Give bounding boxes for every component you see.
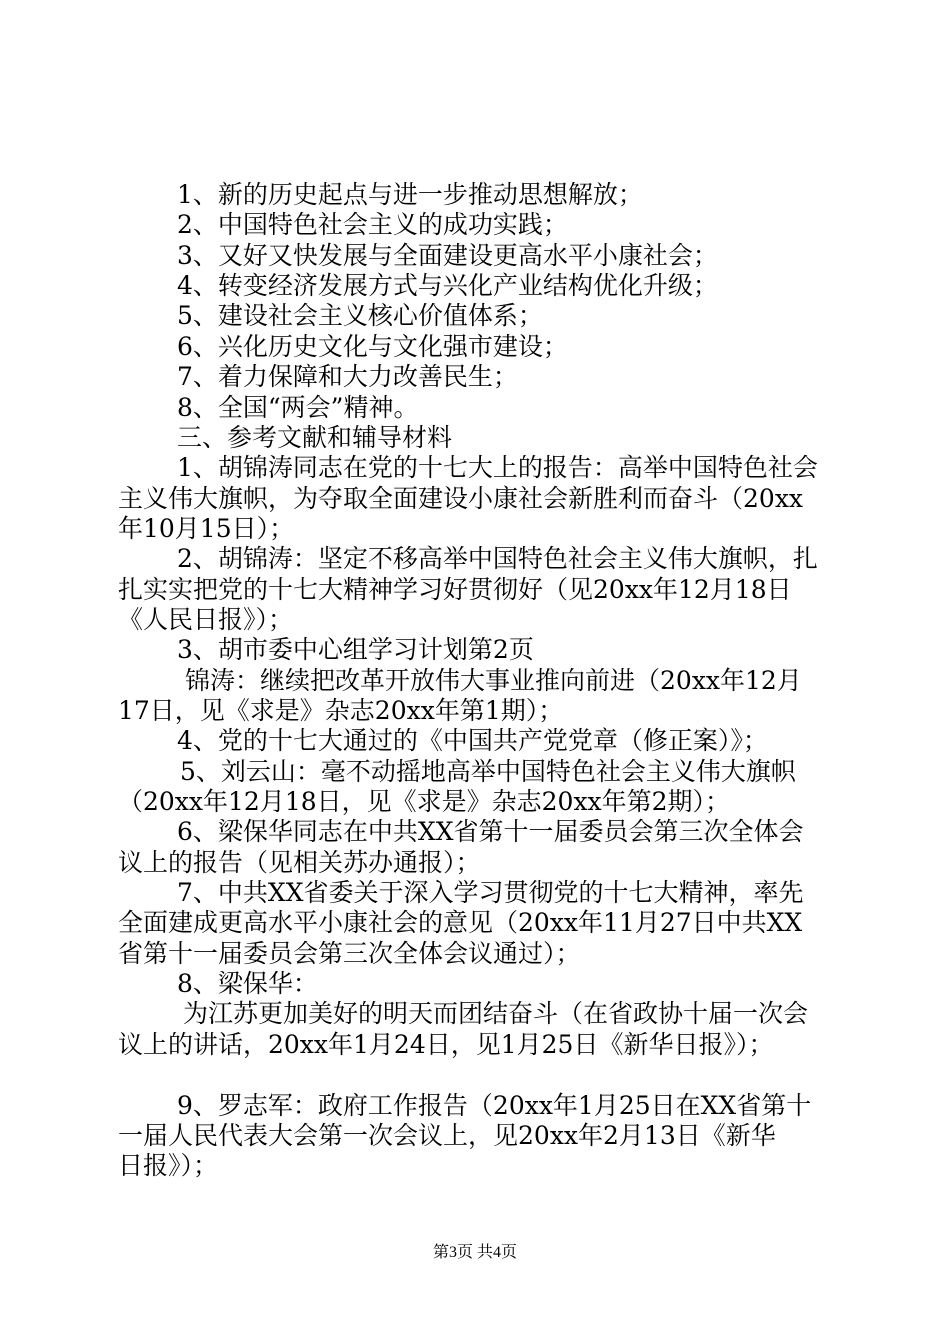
reference-line: 《人民日报》）； <box>118 605 294 634</box>
reference-line: 7、中共XX省委关于深入学习贯彻党的十七大精神，率先 <box>177 878 804 907</box>
list-item: 1、新的历史起点与进一步推动思想解放； <box>177 180 643 209</box>
page-footer: 第3页 共4页 <box>432 1244 517 1261</box>
reference-line: 17日，见《求是》杂志20xx年第1期）； <box>118 696 564 725</box>
reference-line: 4、党的十七大通过的《中国共产党党章（修正案）》； <box>177 726 768 755</box>
list-item: 2、中国特色社会主义的成功实践； <box>177 210 568 239</box>
reference-line: 议上的报告（见相关苏办通报）； <box>118 848 481 877</box>
list-item: 7、着力保障和大力改善民生； <box>177 362 518 391</box>
reference-line: 全面建成更高水平小康社会的意见（20xx年11月27日中共XX <box>118 908 803 937</box>
reference-line: 为江苏更加美好的明天而团结奋斗（在省政协十届一次会 <box>183 999 809 1028</box>
reference-line: 6、梁保华同志在中共XX省第十一届委员会第三次全体会 <box>177 817 804 846</box>
section-heading: 三、参考文献和辅导材料 <box>177 423 453 452</box>
list-item: 8、全国“两会”精神。 <box>177 393 419 422</box>
reference-line: （20xx年12月18日，见《求是》杂志20xx年第2期）； <box>118 787 731 816</box>
list-item: 5、建设社会主义核心价值体系； <box>177 301 543 330</box>
list-item: 3、又好又快发展与全面建设更高水平小康社会； <box>177 241 718 270</box>
reference-line: 省第十一届委员会第三次全体会议通过）； <box>118 939 581 968</box>
reference-line: 扎实实把党的十七大精神学习好贯彻好（见20xx年12月18日 <box>118 575 792 604</box>
reference-line: 9、罗志军：政府工作报告（20xx年1月25日在XX省第十 <box>177 1091 812 1120</box>
reference-line: 日报》）； <box>118 1151 219 1180</box>
list-item: 4、转变经济发展方式与兴化产业结构优化升级； <box>177 271 718 300</box>
reference-line: 1、胡锦涛同志在党的十七大上的报告：高举中国特色社会 <box>177 453 818 482</box>
reference-line: 3、胡市委中心组学习计划第2页 <box>177 635 534 664</box>
reference-line: 议上的讲话，20xx年1月24日，见1月25日《新华日报》）； <box>118 1030 774 1059</box>
reference-line: 一届人民代表大会第一次会议上，见20xx年2月13日《新华 <box>118 1121 776 1150</box>
reference-line: 年10月15日）； <box>118 514 295 543</box>
reference-line: 锦涛：继续把改革开放伟大事业推向前进（20xx年12月 <box>185 666 802 695</box>
reference-line: 2、胡锦涛：坚定不移高举中国特色社会主义伟大旗帜，扎 <box>177 544 818 573</box>
reference-line: 主义伟大旗帜，为夺取全面建设小康社会新胜利而奋斗（20xx <box>118 484 804 513</box>
reference-line: 5、刘云山：毫不动摇地高举中国特色社会主义伟大旗帜 <box>180 757 796 786</box>
list-item: 6、兴化历史文化与文化强市建设； <box>177 332 568 361</box>
reference-line: 8、梁保华： <box>177 969 318 998</box>
